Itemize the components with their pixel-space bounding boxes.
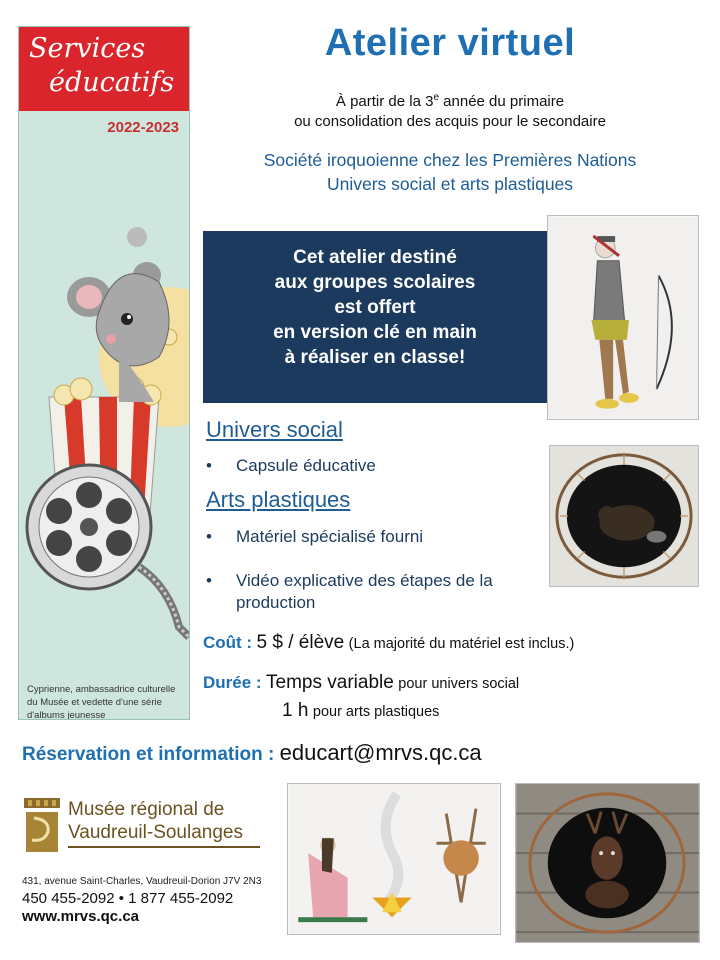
- museum-website-link[interactable]: www.mrvs.qc.ca: [22, 908, 139, 925]
- duration-value-arts: 1 h: [282, 700, 309, 721]
- museum-phone: 450 455-2092 • 1 877 455-2092: [22, 890, 234, 907]
- level-line2: ou consolidation des acquis pour le secondaire: [294, 113, 606, 130]
- offer-line: aux groupes scolaires: [274, 272, 476, 293]
- duration-label: Durée :: [203, 673, 262, 692]
- cost-row: [203, 632, 574, 654]
- page-title: Atelier virtuel: [324, 22, 576, 64]
- museum-name: [68, 798, 243, 844]
- reservation-email-link[interactable]: educart@mrvs.qc.ca: [279, 740, 482, 765]
- level-line1-pre: À partir de la 3: [335, 93, 434, 110]
- level-description: [200, 88, 700, 132]
- bookmark-title-line2: éducatifs: [49, 67, 175, 98]
- offer-box: [203, 231, 547, 403]
- beaver-dreamcatcher-image: [549, 445, 699, 587]
- bookmark-caption: Cyprienne, ambassadrice culturelle du Musée et vedette d'une série d'albums jeunesse: [27, 684, 176, 720]
- level-line1: [200, 88, 700, 112]
- campfire-drawing-image: [287, 783, 501, 935]
- cost-note: (La majorité du matériel est inclus.): [348, 636, 575, 652]
- arts-section-title: Arts plastiques: [206, 487, 351, 512]
- cost-value: 5 $ / élève: [256, 632, 345, 653]
- offer-line: en version clé en main: [273, 322, 477, 343]
- offer-line: est offert: [334, 297, 416, 318]
- cost-label: Coût :: [203, 633, 253, 652]
- arts-item: Vidéo explicative des étapes de la production: [236, 571, 493, 612]
- duration-row-arts: [282, 700, 439, 722]
- duration-row: [203, 672, 519, 694]
- duration-value-social: Temps variable: [266, 672, 394, 693]
- museum-contact-block: [22, 790, 272, 940]
- museum-name-line2: Vaudreuil-Soulanges: [68, 822, 243, 843]
- bullet-dot: •: [206, 527, 212, 546]
- offer-line: Cet atelier destiné: [293, 247, 457, 268]
- bookmark-header: [19, 27, 189, 111]
- reservation-row: [22, 740, 482, 766]
- museum-name-line1: Musée régional de: [68, 799, 225, 820]
- theme-line1: Société iroquoienne chez les Premières Nations: [263, 150, 637, 170]
- theme-line2: Univers social et arts plastiques: [326, 174, 574, 194]
- social-section-title: Univers social: [206, 417, 343, 442]
- bookmark-year: 2022-2023: [107, 119, 179, 136]
- reservation-label: Réservation et information :: [22, 744, 275, 765]
- bullet-dot: •: [206, 571, 212, 590]
- social-item: Capsule éducative: [236, 456, 376, 475]
- arts-item: Matériel spécialisé fourni: [236, 527, 424, 546]
- deer-dreamcatcher-image: [515, 783, 700, 943]
- museum-divider: [68, 846, 260, 848]
- offer-line: à réaliser en classe!: [284, 347, 466, 368]
- services-educatifs-bookmark: [18, 26, 190, 720]
- archer-drawing-image: [547, 215, 699, 420]
- level-line1-post: année du primaire: [439, 93, 565, 110]
- museum-logo-icon: [22, 796, 62, 856]
- level-line1-sup: e: [433, 92, 440, 103]
- bookmark-title-line1: Services: [29, 33, 146, 64]
- duration-note-social: pour univers social: [398, 676, 520, 692]
- bullet-dot: •: [206, 456, 212, 475]
- theme-description: [200, 148, 700, 196]
- mouse-popcorn-film-illustration: [19, 227, 190, 667]
- duration-note-arts: pour arts plastiques: [312, 704, 440, 720]
- museum-address: 431, avenue Saint-Charles, Vaudreuil-Dorion J7V 2N3: [22, 876, 262, 887]
